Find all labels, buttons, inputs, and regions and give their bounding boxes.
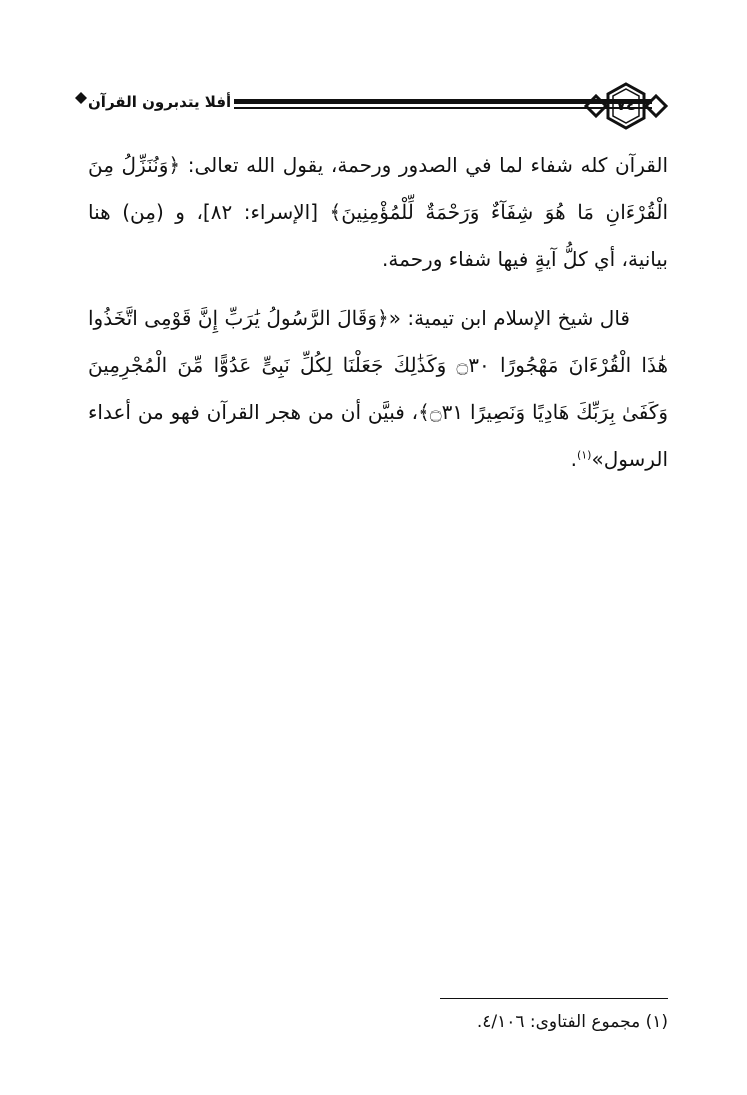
footnote — [88, 1012, 668, 1032]
footnote-rule — [440, 998, 668, 999]
running-header — [88, 82, 668, 130]
page-number-ornament — [584, 82, 668, 130]
paragraph-1 — [88, 142, 668, 283]
paragraph-2-outro: ، فبيَّن أن من هجر القرآن فهو من أعداء الرسول» — [88, 400, 668, 471]
paragraph-1-intro: القرآن كله شفاء لما في الصدور ورحمة، يقول الله تعالى: — [180, 153, 668, 177]
footnote-text: (١) مجموع الفتاوى: ٤/١٠٦. — [476, 1012, 668, 1032]
verse-open-bracket: ﴿ — [168, 153, 181, 177]
verse-close-bracket: ﴾ — [418, 400, 430, 424]
footnote-marker: (١) — [576, 448, 592, 462]
verse-reference: [الإسراء: ٨٢] — [202, 200, 330, 224]
quran-verse: وَنُنَزِّلُ مِنَ الْقُرْءَانِ مَا هُوَ شِفَآءٌ وَرَحْمَةٌ لِّلْمُؤْمِنِينَ — [88, 153, 668, 224]
paragraph-2 — [88, 295, 668, 483]
paragraph-2-intro: قال شيخ الإسلام ابن تيمية: « — [388, 306, 630, 330]
paragraph-2-end: . — [570, 447, 577, 471]
paragraph-1-outro: ، و (مِن) هنا بيانية، أي كلُّ آيةٍ فيها شفاء ورحمة. — [88, 200, 668, 271]
running-title: أفلا يتدبرون القرآن — [88, 93, 232, 111]
quran-verse: وَقَالَ الرَّسُولُ يَٰرَبِّ إِنَّ قَوْمِى اتَّخَذُوا هَٰذَا الْقُرْءَانَ مَهْجُورًا ۝٣٠ وَكَذَٰلِكَ جَعَلْنَا لِكُلِّ نَبِىٍّ عَدُوًّا مِّنَ الْمُجْرِمِينَ وَكَفَىٰ بِرَبِّكَ هَادِيًا وَنَصِيرًا ۝٣١ — [88, 306, 669, 424]
page-number: ٧٤ — [616, 95, 636, 114]
page-body — [88, 142, 668, 483]
verse-open-bracket: ﴿ — [376, 306, 389, 330]
verse-close-bracket: ﴾ — [329, 200, 342, 224]
rule-end-cap-icon — [74, 91, 88, 105]
